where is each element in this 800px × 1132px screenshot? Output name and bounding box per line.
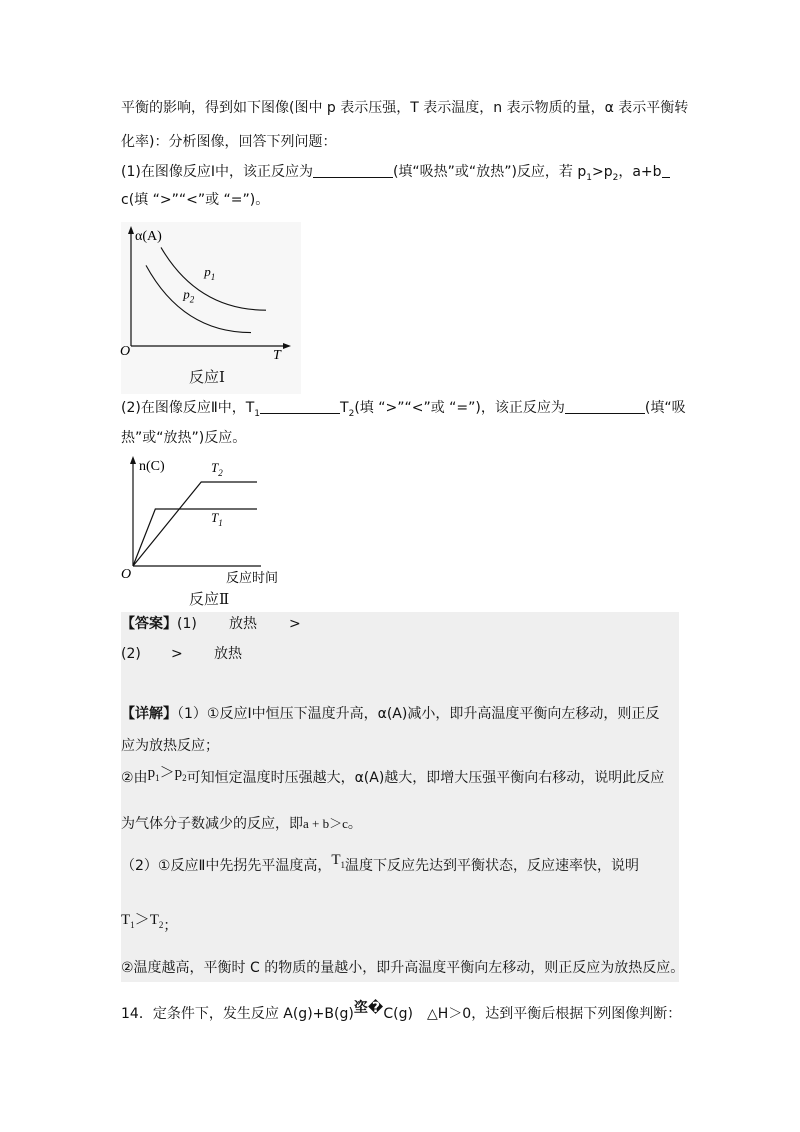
answer-1-a: 放热 — [229, 616, 257, 632]
q1-text-b: (填“吸热”或“放热”)反应，若 p — [392, 164, 587, 180]
q2-text-d: (填“吸 — [644, 400, 686, 416]
equilibrium-arrow-icon: 垐� — [353, 1000, 384, 1016]
answer-blank[interactable] — [662, 163, 670, 178]
detail-text: 可知恒定温度时压强越大，α(A)越大，即增大压强平衡向右移动，说明此反应 — [186, 770, 665, 786]
x-axis-arrow-icon — [283, 343, 291, 349]
answer-blank[interactable] — [260, 399, 340, 414]
detail-line-6 — [121, 910, 177, 935]
origin-label: O — [121, 567, 132, 582]
subscript: 1 — [130, 920, 135, 930]
series-p1-label: $p_1$ — [204, 263, 216, 282]
subscript: 1 — [340, 860, 346, 870]
q1-text-a: (1)在图像反应Ⅰ中，该正反应为 — [121, 164, 313, 180]
question-2-line-2: 热”或“放热”)反应。 — [121, 430, 247, 446]
chart-2-caption: 反应Ⅱ — [189, 592, 230, 608]
y-axis-label: α(A) — [135, 229, 162, 244]
q14-text: C(g) △H＞0，达到平衡后根据下列图像判断： — [383, 1006, 682, 1022]
subscript: 2 — [182, 773, 187, 783]
math-symbol: p — [174, 765, 183, 781]
series-p2-line — [146, 265, 251, 332]
detail-label: 【详解】 — [121, 706, 177, 722]
subscript: 2 — [158, 920, 164, 930]
math-inequality: a + b＞c — [303, 816, 348, 831]
question-1-line-2: c(填 “>”“<”或 “=”)。 — [121, 192, 270, 208]
series-T2-line — [133, 482, 257, 566]
series-T1-line — [133, 509, 257, 566]
chart-reaction-2 — [121, 454, 279, 604]
answer-line-1 — [121, 614, 197, 634]
subscript: 1 — [586, 172, 592, 183]
detail-text: ； — [163, 918, 178, 934]
answer-1-b: > — [289, 616, 301, 632]
math-p1-gt-p2 — [148, 765, 187, 781]
intro-line-1: 平衡的影响，得到如下图像(图中 p 表示压强，T 表示温度，n 表示物质的量，α 表示平衡转 — [121, 100, 689, 116]
figure-reaction-2 — [121, 454, 279, 604]
math-t1-gt-t2 — [121, 912, 163, 928]
detail-line-5 — [121, 852, 640, 881]
answer-2-a: > — [171, 646, 183, 662]
detail-line-1 — [121, 704, 659, 724]
origin-label: O — [120, 344, 131, 359]
question-1-line-1 — [121, 162, 670, 188]
q2-text-a: (2)在图像反应Ⅱ中，T — [121, 400, 255, 416]
answer-1-number: (1) — [177, 616, 197, 632]
y-axis-arrow-icon — [128, 226, 134, 234]
q2-text-c: (填 “>”“<”或 “=”)，该正反应为 — [354, 400, 565, 416]
detail-line-4 — [121, 814, 362, 834]
detail-line-3 — [121, 765, 665, 793]
detail-text: （1）①反应Ⅰ中恒压下温度升高，α(A)减小，即升高温度平衡向左移动，则正反 — [177, 706, 660, 722]
series-T1-label: $T_1$ — [211, 510, 223, 528]
intro-line-2: 化率)：分析图像，回答下列问题： — [121, 134, 337, 150]
q2-text-b: T — [340, 400, 349, 416]
answer-panel — [121, 612, 679, 982]
answer-2-number: (2) — [121, 646, 141, 662]
detail-text: 为气体分子数减少的反应，即 — [121, 816, 303, 832]
answer-label: 【答案】 — [121, 616, 177, 632]
y-axis-arrow-icon — [130, 456, 136, 464]
x-axis-label: T — [273, 348, 281, 363]
detail-text: 温度下反应先达到平衡状态，反应速率快，说明 — [345, 858, 640, 874]
math-symbol: p — [147, 765, 156, 781]
subscript: 2 — [348, 408, 355, 419]
detail-line-2: 应为放热反应； — [121, 738, 219, 754]
q1-text-c: >p — [591, 164, 613, 180]
math-symbol: T — [149, 912, 159, 928]
question-2-line-1 — [121, 398, 686, 424]
detail-text: ②由 — [121, 770, 148, 786]
answer-2-b: 放热 — [214, 646, 242, 662]
math-symbol: T — [331, 852, 341, 868]
answer-blank[interactable] — [565, 399, 645, 414]
x-axis-label: 反应时间 — [226, 570, 279, 585]
q1-text-d: ，a+b — [618, 164, 662, 180]
math-symbol: ＞ — [134, 912, 150, 928]
math-symbol: ＞ — [159, 765, 175, 781]
answer-blank[interactable] — [313, 163, 393, 178]
q14-text: 14．定条件下，发生反应 A(g)+B(g) — [121, 1006, 354, 1022]
detail-text: （2）①反应Ⅱ中先拐先平温度高， — [121, 858, 332, 874]
series-p2-label: $p_2$ — [183, 286, 195, 305]
math-symbol: T — [121, 912, 131, 928]
subscript: 1 — [155, 773, 160, 783]
detail-line-7: ②温度越高，平衡时 C 的物质的量越小，即升高温度平衡向左移动，则正反应为放热反应。 — [121, 960, 685, 976]
y-axis-label: n(C) — [139, 459, 165, 474]
detail-text: 。 — [347, 816, 362, 832]
question-14 — [121, 1000, 682, 1024]
subscript: 2 — [612, 172, 619, 183]
subscript: 1 — [254, 408, 261, 419]
series-T2-label: $T_2$ — [211, 460, 223, 478]
chart-1-caption: 反应Ⅰ — [189, 370, 225, 386]
math-t1 — [331, 852, 345, 868]
